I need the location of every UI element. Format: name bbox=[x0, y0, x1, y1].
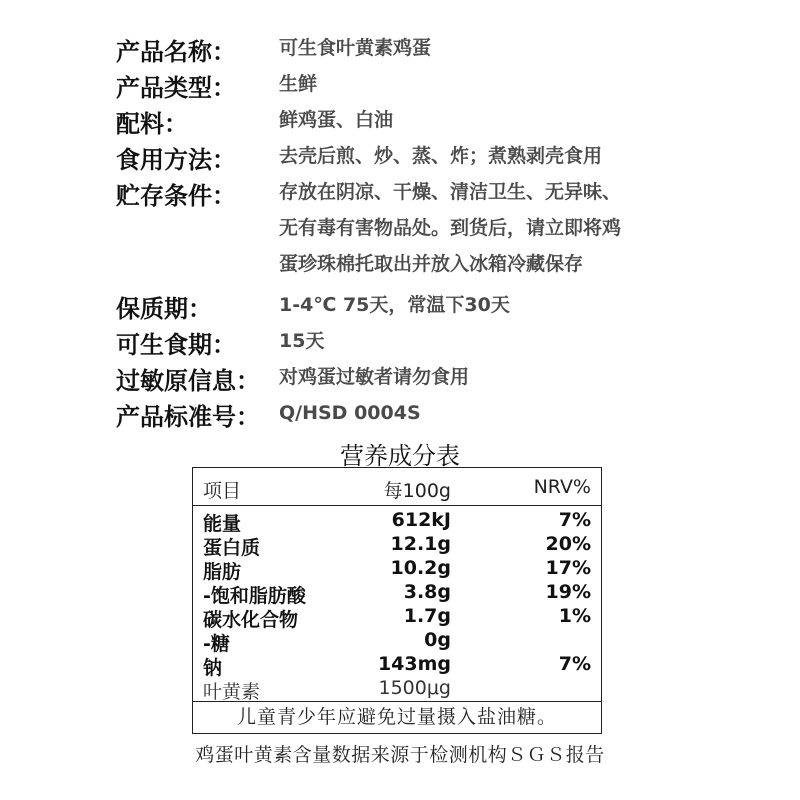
info-value-line: 1-4℃ 75天，常温下30天 bbox=[279, 294, 510, 316]
info-value bbox=[279, 138, 776, 179]
nutrient-name: 能量 bbox=[203, 513, 242, 535]
nutrient-nrv: 7% bbox=[558, 653, 591, 675]
info-value bbox=[279, 359, 776, 400]
nutrient-amount: 12.1g bbox=[390, 533, 451, 555]
nutrient-amount: 10.2g bbox=[390, 557, 451, 579]
nutrition-table bbox=[192, 467, 602, 734]
nutrient-name: -糖 bbox=[203, 633, 230, 655]
nutrient-nrv: 1% bbox=[558, 605, 591, 627]
nutrition-row bbox=[193, 677, 601, 701]
nutrient-name: 脂肪 bbox=[203, 561, 242, 583]
product-info-list bbox=[116, 30, 776, 431]
nutrition-table-title: 营养成分表 bbox=[340, 442, 460, 470]
nutrition-row bbox=[193, 629, 601, 653]
info-value-line: 对鸡蛋过敏者请勿食用 bbox=[279, 366, 470, 388]
nutrition-row bbox=[193, 605, 601, 629]
nutrient-amount: 0g bbox=[424, 629, 451, 651]
info-row bbox=[116, 138, 776, 174]
info-row bbox=[116, 359, 776, 395]
info-value bbox=[279, 323, 776, 364]
info-row bbox=[116, 395, 776, 431]
nutrition-table-footer: 儿童青少年应避免过量摄入盐油糖。 bbox=[193, 701, 601, 733]
info-value bbox=[279, 66, 776, 107]
nutrition-row bbox=[193, 509, 601, 533]
info-value-line: Q/HSD 0004S bbox=[279, 402, 421, 424]
nutrient-name: -饱和脂肪酸 bbox=[203, 585, 306, 607]
nutrient-name: 钠 bbox=[203, 657, 223, 679]
info-label: 配料： bbox=[116, 110, 188, 138]
info-value bbox=[279, 102, 776, 143]
nutrient-nrv: 19% bbox=[545, 581, 591, 603]
header-per100g: 每100g bbox=[383, 480, 451, 502]
header-nrv: NRV% bbox=[533, 476, 591, 498]
nutrition-table-header bbox=[193, 468, 601, 506]
data-source-note: 鸡蛋叶黄素含量数据来源于检测机构ＳＧＳ报告 bbox=[195, 744, 605, 766]
nutrient-amount: 612kJ bbox=[391, 509, 451, 531]
info-label: 产品名称： bbox=[116, 38, 236, 66]
info-label: 产品标准号： bbox=[116, 403, 260, 431]
info-row bbox=[116, 30, 776, 66]
info-row bbox=[116, 102, 776, 138]
info-label: 可生食期： bbox=[116, 331, 236, 359]
info-row bbox=[116, 323, 776, 359]
info-value-line: 存放在阴凉、干燥、清洁卫生、无异味、 bbox=[279, 181, 622, 203]
info-row bbox=[116, 66, 776, 102]
info-value-line: 15天 bbox=[279, 330, 325, 352]
nutrition-row bbox=[193, 653, 601, 677]
info-value bbox=[279, 395, 776, 436]
info-label: 保质期： bbox=[116, 295, 212, 323]
info-row bbox=[116, 287, 776, 323]
info-label: 过敏原信息： bbox=[116, 367, 260, 395]
info-value-line: 可生食叶黄素鸡蛋 bbox=[279, 37, 432, 59]
nutrition-row bbox=[193, 533, 601, 557]
nutrition-row bbox=[193, 557, 601, 581]
info-value bbox=[279, 174, 776, 287]
info-label: 食用方法： bbox=[116, 146, 236, 174]
nutrient-amount: 1500μg bbox=[378, 677, 451, 699]
info-label: 产品类型： bbox=[116, 74, 236, 102]
nutrient-nrv: 20% bbox=[545, 533, 591, 555]
info-value-line: 无有毒有害物品处。到货后，请立即将鸡 bbox=[279, 217, 622, 239]
info-value-line: 蛋珍珠棉托取出并放入冰箱冷藏保存 bbox=[279, 253, 584, 275]
info-value bbox=[279, 30, 776, 71]
nutrient-amount: 143mg bbox=[377, 653, 451, 675]
nutrient-amount: 3.8g bbox=[403, 581, 451, 603]
nutrient-name: 碳水化合物 bbox=[203, 609, 299, 631]
nutrition-table-body bbox=[193, 506, 601, 701]
nutrition-row bbox=[193, 581, 601, 605]
nutrient-amount: 1.7g bbox=[403, 605, 451, 627]
info-value-line: 鲜鸡蛋、白油 bbox=[279, 109, 394, 131]
nutrient-name: 蛋白质 bbox=[203, 537, 261, 559]
info-value-line: 生鲜 bbox=[279, 73, 318, 95]
nutrient-name: 叶黄素 bbox=[203, 681, 261, 703]
info-row bbox=[116, 174, 776, 287]
info-label: 贮存条件： bbox=[116, 182, 236, 210]
nutrient-nrv: 17% bbox=[545, 557, 591, 579]
info-value bbox=[279, 287, 776, 328]
info-value-line: 去壳后煎、炒、蒸、炸；煮熟剥壳食用 bbox=[279, 145, 603, 167]
header-item: 项目 bbox=[203, 480, 242, 502]
nutrient-nrv: 7% bbox=[558, 509, 591, 531]
